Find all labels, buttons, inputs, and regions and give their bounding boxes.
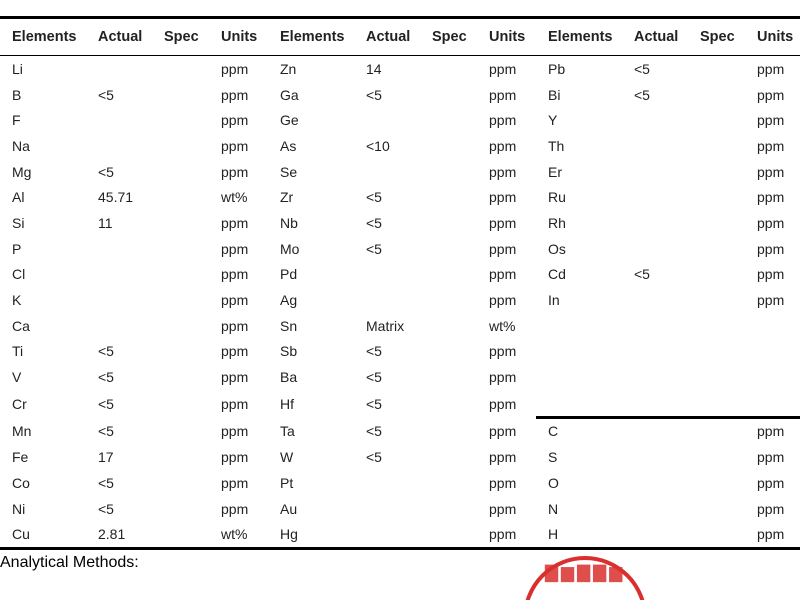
spec-cell	[688, 287, 745, 313]
element-cell: W	[280, 449, 294, 466]
spec-cell	[152, 313, 209, 339]
actual-cell	[86, 313, 152, 339]
units-cell: ppm	[757, 449, 785, 466]
spec-cell	[688, 339, 745, 365]
actual-cell: <5	[98, 500, 114, 517]
element-cell: Ta	[280, 422, 295, 439]
units-cell: ppm	[221, 395, 249, 412]
actual-cell	[86, 133, 152, 159]
element-cell: Ca	[12, 317, 30, 334]
units-cell: ppm	[489, 474, 517, 491]
units-cell: ppm	[757, 189, 785, 206]
column-header: Units	[745, 18, 800, 56]
element-cell: Ga	[280, 86, 299, 103]
spec-cell	[688, 521, 745, 548]
element-cell: Mg	[12, 163, 32, 180]
table-body	[0, 56, 800, 549]
actual-cell	[622, 107, 688, 133]
actual-cell	[622, 133, 688, 159]
spec-cell	[688, 313, 745, 339]
units-cell: ppm	[757, 500, 785, 517]
spec-cell	[688, 417, 745, 444]
column-header: Elements	[0, 18, 86, 56]
element-cell: Ba	[280, 369, 298, 386]
actual-cell: <5	[98, 395, 114, 412]
units-cell	[745, 313, 800, 339]
column-header: Spec	[152, 18, 209, 56]
units-cell: ppm	[757, 86, 785, 103]
units-cell: ppm	[489, 189, 517, 206]
element-cell: P	[12, 240, 22, 257]
actual-cell: 14	[366, 60, 382, 77]
spec-cell	[152, 210, 209, 236]
element-cell: Pb	[548, 60, 566, 77]
element-cell: Cu	[12, 526, 30, 543]
units-cell: ppm	[489, 60, 517, 77]
actual-cell: <5	[366, 86, 382, 103]
column-header: Units	[209, 18, 268, 56]
spec-cell	[420, 56, 477, 82]
element-cell: N	[548, 500, 559, 517]
units-cell: ppm	[489, 395, 517, 412]
spec-cell	[152, 390, 209, 417]
column-header: Elements	[268, 18, 354, 56]
units-cell: ppm	[221, 240, 249, 257]
spec-cell	[152, 470, 209, 496]
actual-cell: 11	[98, 214, 113, 231]
spec-cell	[152, 287, 209, 313]
column-header: Spec	[688, 18, 745, 56]
element-cell: Pd	[280, 266, 298, 283]
element-analysis-table	[0, 16, 800, 550]
units-cell: ppm	[757, 214, 785, 231]
table-row	[0, 82, 800, 108]
actual-cell: <5	[634, 266, 650, 283]
units-cell: ppm	[757, 266, 785, 283]
actual-cell	[622, 496, 688, 522]
spec-cell	[152, 184, 209, 210]
units-cell: ppm	[221, 317, 249, 334]
element-cell: Ag	[280, 292, 298, 309]
element-cell: O	[548, 474, 559, 491]
actual-cell	[354, 496, 420, 522]
spec-cell	[688, 184, 745, 210]
spec-cell	[420, 82, 477, 108]
spec-cell	[420, 184, 477, 210]
actual-cell	[86, 56, 152, 82]
spec-cell	[688, 107, 745, 133]
spec-cell	[420, 444, 477, 470]
actual-cell	[622, 470, 688, 496]
element-cell: Au	[280, 500, 298, 517]
element-cell: Ti	[12, 343, 24, 360]
column-header: Spec	[420, 18, 477, 56]
spec-cell	[688, 444, 745, 470]
units-cell: ppm	[221, 163, 249, 180]
spec-cell	[420, 470, 477, 496]
element-cell: S	[548, 449, 558, 466]
spec-cell	[152, 444, 209, 470]
spec-cell	[420, 262, 477, 288]
units-cell: ppm	[757, 292, 785, 309]
units-cell: ppm	[757, 240, 785, 257]
units-cell: ppm	[489, 292, 517, 309]
units-cell: ppm	[489, 266, 517, 283]
element-cell: B	[12, 86, 22, 103]
spec-cell	[420, 287, 477, 313]
element-cell: Zr	[280, 189, 294, 206]
element-cell: Nb	[280, 214, 298, 231]
column-header: Actual	[622, 18, 688, 56]
spec-cell	[152, 107, 209, 133]
element-cell: K	[12, 292, 22, 309]
actual-cell	[622, 444, 688, 470]
spec-cell	[688, 159, 745, 185]
units-cell: ppm	[757, 60, 785, 77]
actual-cell: 45.71	[98, 189, 134, 206]
actual-cell: <5	[98, 163, 114, 180]
actual-cell	[354, 159, 420, 185]
units-cell: ppm	[489, 214, 517, 231]
units-cell: ppm	[221, 292, 249, 309]
units-cell	[745, 339, 800, 365]
spec-cell	[152, 339, 209, 365]
spec-cell	[688, 470, 745, 496]
element-cell: Cr	[12, 395, 27, 412]
actual-cell	[622, 521, 688, 548]
element-cell: Ni	[12, 500, 26, 517]
spec-cell	[688, 390, 745, 417]
element-cell: C	[536, 417, 622, 444]
element-cell: Na	[12, 137, 30, 154]
element-cell: Hf	[280, 395, 294, 412]
actual-cell: <5	[634, 60, 650, 77]
table-row	[0, 339, 800, 365]
element-cell: V	[12, 369, 22, 386]
units-cell: ppm	[221, 449, 249, 466]
actual-cell	[354, 470, 420, 496]
table-row	[0, 364, 800, 390]
actual-cell: 17	[98, 449, 114, 466]
spec-cell	[152, 159, 209, 185]
spec-cell	[420, 364, 477, 390]
table-header-row	[0, 18, 800, 56]
actual-cell: <5	[98, 86, 114, 103]
actual-cell	[354, 262, 420, 288]
spec-cell	[420, 417, 477, 444]
units-cell: ppm	[489, 369, 517, 386]
spec-cell	[152, 133, 209, 159]
element-cell: Fe	[12, 449, 29, 466]
units-cell: ppm	[221, 137, 249, 154]
element-cell: H	[548, 526, 559, 543]
spec-cell	[420, 133, 477, 159]
spec-cell	[420, 210, 477, 236]
element-cell	[536, 313, 622, 339]
table-row	[0, 287, 800, 313]
units-cell: ppm	[489, 343, 517, 360]
units-cell: ppm	[221, 266, 249, 283]
table-row	[0, 184, 800, 210]
actual-cell	[622, 159, 688, 185]
svg-text:▇▆▇▇▆: ▇▆▇▇▆	[544, 563, 626, 583]
element-cell: Si	[12, 214, 25, 231]
actual-cell	[354, 107, 420, 133]
actual-cell	[86, 262, 152, 288]
actual-cell: <5	[366, 422, 382, 439]
element-cell	[536, 390, 622, 417]
table-row	[0, 313, 800, 339]
actual-cell: <5	[366, 214, 382, 231]
element-cell: Os	[548, 240, 566, 257]
units-cell: ppm	[489, 240, 517, 257]
actual-cell: <5	[366, 395, 382, 412]
table-row	[0, 56, 800, 82]
units-cell: ppm	[221, 60, 249, 77]
units-cell: ppm	[489, 500, 517, 517]
element-cell: Co	[12, 474, 30, 491]
column-header: Units	[477, 18, 536, 56]
element-cell: Sb	[280, 343, 298, 360]
actual-cell: <5	[98, 422, 114, 439]
spec-cell	[420, 313, 477, 339]
element-cell: Sn	[280, 317, 298, 334]
spec-cell	[152, 262, 209, 288]
actual-cell: Matrix	[366, 317, 405, 334]
table-row	[0, 444, 800, 470]
spec-cell	[420, 159, 477, 185]
spec-cell	[688, 133, 745, 159]
table-row	[0, 417, 800, 444]
units-cell: ppm	[221, 112, 249, 129]
spec-cell	[152, 417, 209, 444]
units-cell: wt%	[489, 317, 516, 334]
element-cell	[536, 364, 622, 390]
element-cell: Hg	[280, 526, 298, 543]
actual-cell	[86, 236, 152, 262]
units-cell: ppm	[757, 137, 785, 154]
actual-cell: <5	[366, 240, 382, 257]
element-cell: Al	[12, 189, 25, 206]
spec-cell	[420, 107, 477, 133]
spec-cell	[152, 236, 209, 262]
units-cell: wt%	[221, 526, 248, 543]
element-cell: Th	[548, 137, 565, 154]
actual-cell	[622, 339, 688, 365]
spec-cell	[152, 56, 209, 82]
units-cell: ppm	[489, 112, 517, 129]
table-row	[0, 210, 800, 236]
units-cell: ppm	[757, 474, 785, 491]
element-cell: As	[280, 137, 297, 154]
table-row	[0, 133, 800, 159]
actual-cell: <5	[366, 449, 382, 466]
actual-cell	[86, 107, 152, 133]
element-cell: Y	[548, 112, 558, 129]
actual-cell	[622, 390, 688, 417]
spec-cell	[420, 496, 477, 522]
units-cell: ppm	[221, 343, 249, 360]
units-cell: ppm	[221, 86, 249, 103]
units-cell: ppm	[221, 214, 249, 231]
spec-cell	[688, 236, 745, 262]
units-cell: ppm	[489, 137, 517, 154]
actual-cell	[622, 287, 688, 313]
spec-cell	[152, 521, 209, 548]
table-row	[0, 521, 800, 548]
element-cell: Cd	[548, 266, 566, 283]
actual-cell	[622, 236, 688, 262]
units-cell: ppm	[221, 422, 249, 439]
element-cell	[536, 339, 622, 365]
units-cell	[745, 364, 800, 390]
company-seal-stamp	[510, 552, 660, 600]
spec-cell	[688, 364, 745, 390]
element-cell: In	[548, 292, 560, 309]
element-cell: Mn	[12, 422, 32, 439]
table-row	[0, 470, 800, 496]
table-row	[0, 390, 800, 417]
table-row	[0, 262, 800, 288]
element-cell: Li	[12, 60, 23, 77]
actual-cell: 2.81	[98, 526, 126, 543]
actual-cell: <5	[366, 343, 382, 360]
units-cell	[745, 390, 800, 417]
units-cell: ppm	[489, 86, 517, 103]
spec-cell	[152, 496, 209, 522]
actual-cell: <5	[98, 343, 114, 360]
units-cell: ppm	[489, 163, 517, 180]
actual-cell	[354, 287, 420, 313]
units-cell: ppm	[221, 474, 249, 491]
table-row	[0, 236, 800, 262]
element-cell: Zn	[280, 60, 297, 77]
units-cell: ppm	[221, 369, 249, 386]
units-cell: wt%	[221, 189, 248, 206]
actual-cell: <10	[366, 137, 390, 154]
element-cell: Ge	[280, 112, 299, 129]
actual-cell: <5	[98, 369, 114, 386]
spec-cell	[420, 339, 477, 365]
column-header: Actual	[86, 18, 152, 56]
spec-cell	[688, 56, 745, 82]
spec-cell	[152, 82, 209, 108]
column-header: Elements	[536, 18, 622, 56]
spec-cell	[420, 521, 477, 548]
spec-cell	[420, 236, 477, 262]
element-cell: Se	[280, 163, 298, 180]
element-cell: Rh	[548, 214, 566, 231]
actual-cell	[622, 364, 688, 390]
units-cell: ppm	[757, 526, 785, 543]
table-row	[0, 496, 800, 522]
units-cell: ppm	[489, 526, 517, 543]
element-cell: Ru	[548, 189, 566, 206]
spec-cell	[688, 210, 745, 236]
spec-cell	[152, 364, 209, 390]
element-cell: Bi	[548, 86, 561, 103]
table-row	[0, 159, 800, 185]
actual-cell	[622, 313, 688, 339]
actual-cell: <5	[366, 369, 382, 386]
element-cell: Cl	[12, 266, 26, 283]
spec-cell	[688, 262, 745, 288]
units-cell: ppm	[221, 500, 249, 517]
table-row	[0, 107, 800, 133]
element-cell: Mo	[280, 240, 300, 257]
element-cell: Pt	[280, 474, 294, 491]
actual-cell	[354, 521, 420, 548]
actual-cell	[622, 184, 688, 210]
element-cell: F	[12, 112, 21, 129]
spec-cell	[420, 390, 477, 417]
units-cell: ppm	[757, 112, 785, 129]
actual-cell	[622, 210, 688, 236]
analytical-methods-label: Analytical Methods:	[0, 554, 139, 571]
actual-cell: <5	[366, 189, 382, 206]
actual-cell	[86, 287, 152, 313]
actual-cell: <5	[98, 474, 114, 491]
spec-cell	[688, 82, 745, 108]
element-cell: Er	[548, 163, 562, 180]
actual-cell	[622, 417, 688, 444]
spec-cell	[688, 496, 745, 522]
column-header: Actual	[354, 18, 420, 56]
units-cell: ppm	[757, 163, 785, 180]
units-cell: ppm	[489, 422, 517, 439]
units-cell: ppm	[745, 417, 800, 444]
actual-cell: <5	[634, 86, 650, 103]
units-cell: ppm	[489, 449, 517, 466]
